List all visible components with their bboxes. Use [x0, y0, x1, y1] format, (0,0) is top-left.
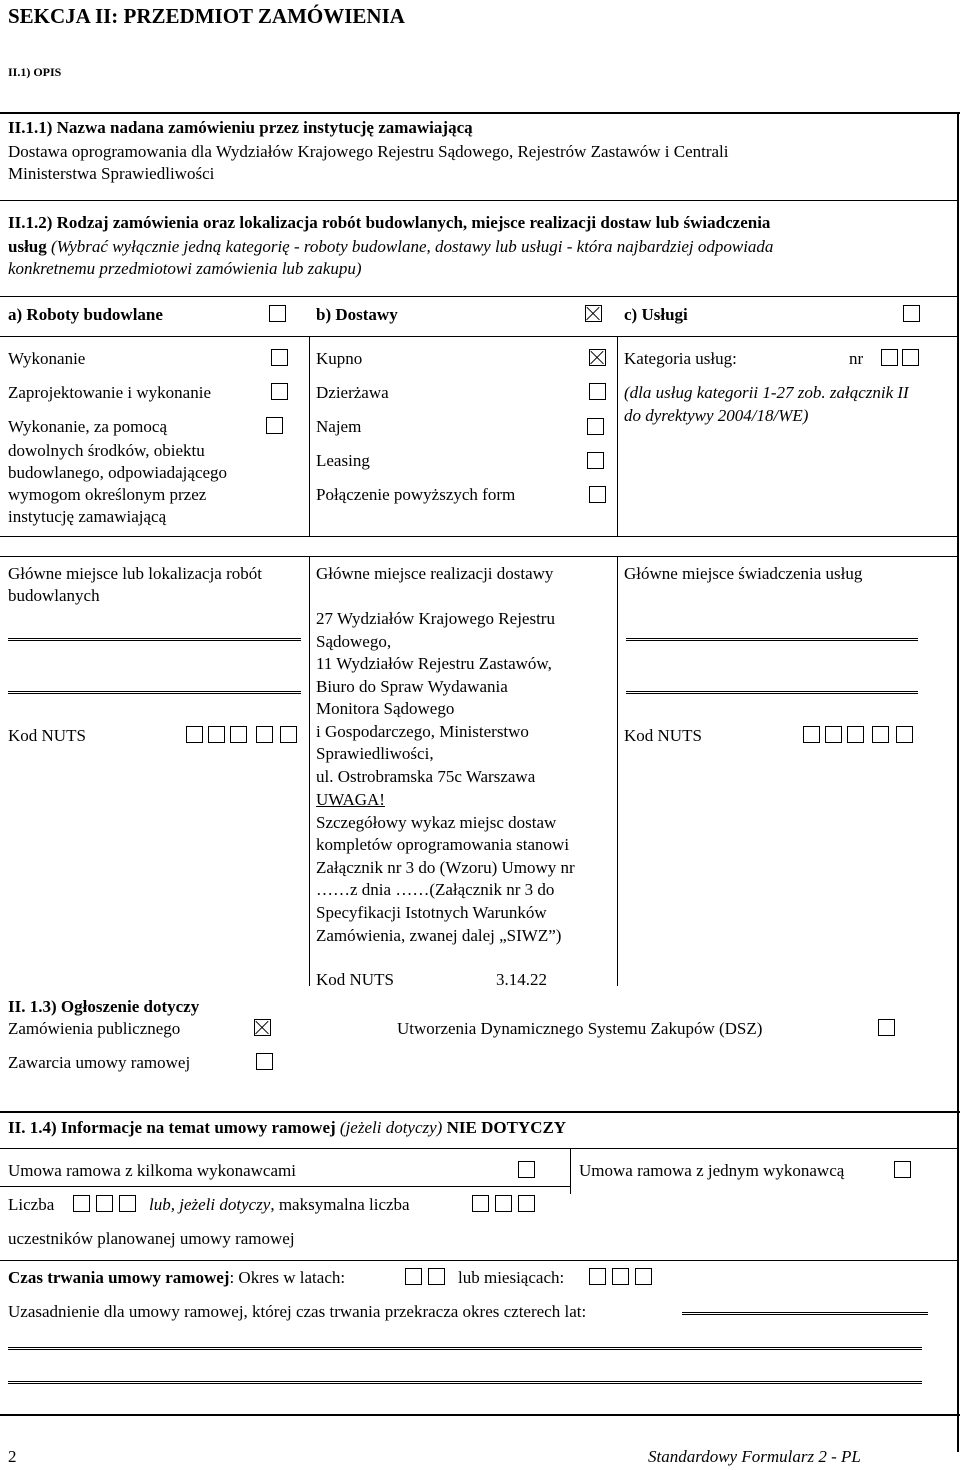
loc-a-nuts-box[interactable]: [230, 726, 247, 743]
loc-b-line: Monitora Sądowego: [316, 699, 455, 718]
frame-top: [0, 112, 960, 114]
s114-uzasadnienie-line: [8, 1347, 922, 1350]
a-option-wykonanie: Wykonanie: [8, 349, 86, 368]
loc-a-nuts-box[interactable]: [186, 726, 203, 743]
loc-c-fill-line: [626, 691, 918, 694]
loc-b-title: Główne miejsce realizacji dostawy: [316, 564, 554, 583]
divider: [0, 1260, 958, 1261]
s114-maks-box[interactable]: [472, 1195, 489, 1212]
b-option-najem: Najem: [316, 417, 362, 436]
s114-miesiace-box[interactable]: [589, 1268, 606, 1285]
loc-b-line2: ……z dnia ……(Załącznik nr 3 do: [316, 880, 555, 899]
a-option3-line5: instytucję zamawiającą: [8, 507, 167, 526]
column-divider: [617, 556, 618, 986]
category-c-label: c) Usługi: [624, 305, 688, 324]
s114-czas-lata-label: : Okres w latach:: [229, 1268, 346, 1287]
column-divider: [570, 1148, 571, 1194]
loc-a-nuts-box[interactable]: [280, 726, 297, 743]
loc-b-kod-nuts: Kod NUTS: [316, 970, 394, 989]
s114-uzasadnienie: Uzasadnienie dla umowy ramowej, której czas trwania przekracza okres czterech lat:: [8, 1302, 587, 1321]
divider: [0, 296, 958, 297]
divider: [0, 536, 958, 537]
category-b-label: b) Dostawy: [316, 305, 398, 324]
s114-maks-box[interactable]: [495, 1195, 512, 1212]
s111-heading: II.1.1) Nazwa nadana zamówieniu przez instytucję zamawiającą: [8, 118, 473, 137]
loc-a-fill-line: [8, 638, 301, 641]
s112-heading-instruction: (Wybrać wyłącznie jedną kategorię - roboty budowlane, dostawy lub usługi - która najbardziej odpowiada: [46, 237, 774, 256]
s114-uzasadnienie-line: [682, 1312, 928, 1315]
loc-b-nuts-value: 3.14.22: [496, 970, 547, 989]
loc-a-nuts-box[interactable]: [256, 726, 273, 743]
s114-heading-status: NIE DOTYCZY: [442, 1118, 567, 1137]
a-option-wykonanie-checkbox[interactable]: [271, 349, 288, 366]
s114-opt-many-checkbox[interactable]: [518, 1161, 535, 1178]
s111-line1: Dostawa oprogramowania dla Wydziałów Krajowego Rejestru Sądowego, Rejestrów Zastawów i Centrali: [8, 142, 729, 161]
loc-c-fill-line: [626, 638, 918, 641]
a-option3-line4: wymogom określonym przez: [8, 485, 207, 504]
s113-opt-zamowienie-checkbox-checked[interactable]: [254, 1019, 271, 1036]
s114-liczba-box[interactable]: [73, 1195, 90, 1212]
divider: [0, 556, 958, 557]
loc-c-nuts-box[interactable]: [896, 726, 913, 743]
category-a-checkbox[interactable]: [269, 305, 286, 322]
loc-b-line: 27 Wydziałów Krajowego Rejestru: [316, 609, 555, 628]
a-option3-line2: dowolnych środków, obiektu: [8, 441, 205, 460]
page-number: 2: [8, 1447, 17, 1466]
c-note-line2: do dyrektywy 2004/18/WE): [624, 406, 809, 425]
c-nr-digit-box[interactable]: [881, 349, 898, 366]
category-c-checkbox[interactable]: [903, 305, 920, 322]
s114-lata-box[interactable]: [428, 1268, 445, 1285]
column-divider: [309, 336, 310, 536]
loc-c-nuts-box[interactable]: [803, 726, 820, 743]
s114-maks-text: [149, 1194, 410, 1216]
loc-a-fill-line: [8, 691, 301, 694]
frame-bottom: [0, 1414, 960, 1416]
loc-b-line2: Szczegółowy wykaz miejsc dostaw: [316, 813, 557, 832]
s114-miesiace-label: lub miesiącach:: [458, 1268, 565, 1287]
loc-c-nuts-box[interactable]: [847, 726, 864, 743]
loc-c-nuts-box[interactable]: [825, 726, 842, 743]
column-divider: [617, 336, 618, 536]
b-option-polaczenie-checkbox[interactable]: [589, 486, 606, 503]
s113-opt-dsz-checkbox[interactable]: [878, 1019, 895, 1036]
loc-a-title-line1: Główne miejsce lub lokalizacja robót: [8, 564, 262, 583]
loc-b-line: 11 Wydziałów Rejestru Zastawów,: [316, 654, 552, 673]
divider: [0, 200, 958, 201]
b-option-dzierzawa-checkbox[interactable]: [589, 383, 606, 400]
loc-b-line2: kompletów oprogramowania stanowi: [316, 835, 570, 854]
loc-c-kod-nuts: Kod NUTS: [624, 726, 702, 745]
s114-heading-italic: (jeżeli dotyczy): [335, 1118, 443, 1137]
a-option3-checkbox[interactable]: [266, 417, 283, 434]
divider: [0, 1148, 958, 1149]
s112-heading-line3: konkretnemu przedmiotowi zamówienia lub zakupu): [8, 259, 362, 278]
s114-uzasadnienie-line: [8, 1381, 922, 1384]
loc-b-line: i Gospodarczego, Ministerstwo: [316, 722, 529, 741]
loc-b-line: Sądowego,: [316, 632, 392, 651]
divider: [0, 1111, 960, 1113]
a-option-zaprojektowanie: Zaprojektowanie i wykonanie: [8, 383, 211, 402]
s114-heading: [8, 1117, 566, 1139]
form-name: Standardowy Formularz 2 - PL: [648, 1447, 861, 1466]
b-option-kupno: Kupno: [316, 349, 363, 368]
s111-line2: Ministerstwa Sprawiedliwości: [8, 164, 215, 183]
loc-a-kod-nuts: Kod NUTS: [8, 726, 86, 745]
s114-uczestnikow: uczestników planowanej umowy ramowej: [8, 1229, 295, 1248]
s112-heading: II.1.2) Rodzaj zamówienia oraz lokalizacja robót budowlanych, miejsce realizacji dostaw lub świadczenia: [8, 213, 771, 232]
loc-c-nuts-box[interactable]: [872, 726, 889, 743]
a-option-zaprojektowanie-checkbox[interactable]: [271, 383, 288, 400]
loc-c-title: Główne miejsce świadczenia usług: [624, 564, 863, 583]
divider: [0, 1186, 570, 1187]
a-option3-line3: budowlanego, odpowiadającego: [8, 463, 228, 482]
s114-liczba: Liczba: [8, 1195, 55, 1214]
s113-opt-dsz: Utworzenia Dynamicznego Systemu Zakupów (DSZ): [397, 1019, 763, 1038]
loc-b-line: Biuro do Spraw Wydawania: [316, 677, 508, 696]
section-title: SEKCJA II: PRZEDMIOT ZAMÓWIENIA: [8, 4, 405, 28]
s113-opt-ramowa: Zawarcia umowy ramowej: [8, 1053, 191, 1072]
b-option-polaczenie: Połączenie powyższych form: [316, 485, 516, 504]
s114-opt-many: Umowa ramowa z kilkoma wykonawcami: [8, 1161, 296, 1180]
b-option-dzierzawa: Dzierżawa: [316, 383, 389, 402]
s114-heading-main: II. 1.4) Informacje na temat umowy ramowej: [8, 1118, 336, 1137]
c-nr-label: nr: [849, 349, 864, 368]
loc-b-uwaga: UWAGA!: [316, 790, 385, 809]
s114-lub-italic: lub, jeżeli dotyczy: [149, 1195, 271, 1214]
s114-maks-box[interactable]: [518, 1195, 535, 1212]
s114-maks-label: , maksymalna liczba: [270, 1195, 410, 1214]
c-kategoria-label: Kategoria usług:: [624, 349, 737, 368]
b-option-najem-checkbox[interactable]: [587, 418, 604, 435]
a-option3-line1: Wykonanie, za pomocą: [8, 417, 167, 436]
s114-czas: [8, 1267, 345, 1289]
subsection-heading-opis: II.1) OPIS: [8, 65, 62, 79]
c-nr-digit-box[interactable]: [902, 349, 919, 366]
column-divider: [309, 556, 310, 986]
loc-b-line2: Załącznik nr 3 do (Wzoru) Umowy nr: [316, 858, 575, 877]
s112-heading-line2: [8, 236, 773, 258]
category-a-label: a) Roboty budowlane: [8, 305, 163, 324]
s114-lata-box[interactable]: [405, 1268, 422, 1285]
s114-liczba-box[interactable]: [119, 1195, 136, 1212]
category-b-checkbox-checked[interactable]: [585, 305, 602, 322]
s114-miesiace-box[interactable]: [635, 1268, 652, 1285]
s114-opt-one-checkbox[interactable]: [894, 1161, 911, 1178]
loc-a-title-line2: budowlanych: [8, 586, 100, 605]
s112-heading-uslug: usług: [8, 237, 47, 256]
loc-a-nuts-box[interactable]: [208, 726, 225, 743]
loc-b-line2: Specyfikacji Istotnych Warunków: [316, 903, 547, 922]
loc-b-line2: Zamówienia, zwanej dalej „SIWZ”): [316, 926, 562, 945]
s114-miesiace-box[interactable]: [612, 1268, 629, 1285]
frame-right: [957, 112, 959, 1452]
s114-liczba-box[interactable]: [96, 1195, 113, 1212]
s113-opt-ramowa-checkbox[interactable]: [256, 1053, 273, 1070]
b-option-leasing: Leasing: [316, 451, 370, 470]
loc-b-line: ul. Ostrobramska 75c Warszawa: [316, 767, 536, 786]
s113-heading: II. 1.3) Ogłoszenie dotyczy: [8, 997, 200, 1016]
b-option-kupno-checkbox-checked[interactable]: [589, 349, 606, 366]
s114-opt-one: Umowa ramowa z jednym wykonawcą: [579, 1161, 845, 1180]
s114-czas-label: Czas trwania umowy ramowej: [8, 1268, 230, 1287]
loc-b-line: Sprawiedliwości,: [316, 744, 434, 763]
b-option-leasing-checkbox[interactable]: [587, 452, 604, 469]
c-note-line1: (dla usług kategorii 1-27 zob. załącznik II: [624, 383, 909, 402]
s113-opt-zamowienie: Zamówienia publicznego: [8, 1019, 181, 1038]
divider: [0, 336, 958, 337]
